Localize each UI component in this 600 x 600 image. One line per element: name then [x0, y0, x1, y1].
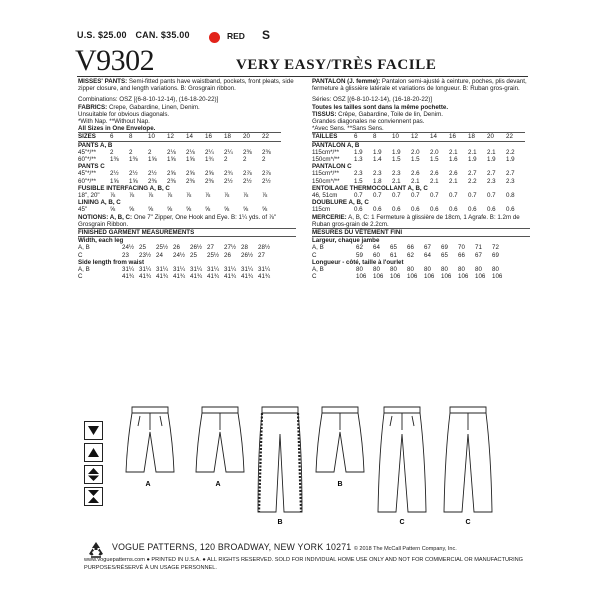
unsuitable-note: Unsuitable for obvious diagonals. [78, 110, 170, 118]
table-row: A, B 31¼ 31¼ 31¼ 31¼ 31¼ 31¼ 31¼ 31¼ 31¼ [78, 266, 271, 274]
view-label: B [277, 519, 283, 524]
publisher-address: VOGUE PATTERNS, 120 BROADWAY, NEW YORK 10271 [112, 542, 352, 552]
table-row: 46, 51cm 0.7 0.7 0.7 0.7 0.7 0.7 0.7 0.7 0.8 [312, 192, 515, 200]
price-line [77, 30, 196, 40]
width-title: Width, each leg [78, 237, 124, 245]
view-a-back-drawing [196, 407, 244, 472]
table-row: 115cm 0.6 0.6 0.6 0.6 0.6 0.6 0.6 0.6 0.6 [312, 206, 515, 214]
table-row: C 41¾ 41¾ 41¾ 41¾ 41¾ 41¾ 41¾ 41¾ 41¾ [78, 273, 271, 281]
price-can: CAN. $35.00 [135, 30, 190, 40]
interfacing-title: FUSIBLE INTERFACING A, B, C [78, 184, 170, 192]
fabrics: FABRICS: Crepe, Gabardine, Linen, Denim. [78, 103, 200, 111]
triangle-down-icon [84, 421, 103, 440]
pants-ab-title: PANTS A, B [78, 141, 113, 149]
pants-ab-yardage [78, 149, 281, 163]
view-a-front-drawing [126, 407, 174, 472]
pants-c-title-fr: PANTALON C [312, 163, 352, 171]
pattern-number: V9302 [75, 44, 155, 77]
english-column [78, 78, 296, 280]
table-row: 45"*/** 2 2 2 2⅛ 2⅛ 2¼ 2¼ 2⅜ 2⅜ [78, 148, 271, 156]
finished-title-fr: MESURES DU VÊTEMENT FINI [312, 228, 530, 237]
nap-note: *With Nap. **Without Nap. [78, 118, 150, 126]
table-row: 150cm*/** 1.3 1.4 1.5 1.5 1.5 1.6 1.9 1.9 1.9 [312, 156, 515, 164]
table-row: 45" ⅝ ⅝ ⅝ ⅝ ⅝ ⅝ ⅝ ⅝ ⅝ [78, 206, 268, 214]
notions-fr: MERCERIE: A, B, C: 1 Fermeture à glissière de 18cm, 1 Agrafe. B: 1.2m de Ruban gros-grain de 2.2cm. [312, 213, 520, 228]
view-label: C [465, 519, 471, 524]
unsuitable-note-fr: Grandes diagonales ne conviennent pas. [312, 118, 425, 126]
view-label: A [145, 481, 151, 488]
copyright: © 2018 The McCall Pattern Company, Inc. [353, 546, 457, 552]
lining-title: LINING A, B, C [78, 199, 121, 207]
width-title-fr: Largeur, chaque jambe [312, 237, 380, 245]
combinations: Combinations: OSZ [(6-8-10-12-14), (16-18-20-22)] [78, 96, 219, 104]
side-title-fr: Longueur - côté, taille à l'ourlet [312, 258, 404, 266]
description-fr: PANTALON (J. femme): Pantalon semi-ajusté à ceinture, poches, plis devant, fermeture à glissière latérale et variations de longueur. B: Ruban gros-grain. [312, 78, 527, 93]
width-table [78, 244, 275, 258]
interfacing-yardage-fr [312, 192, 525, 199]
pants-ab-yardage-fr [312, 149, 525, 163]
table-row: C 23 23½ 24 24½ 25 25½ 26 26½ 27 [78, 251, 265, 259]
technical-drawings [112, 404, 532, 524]
view-label: B [337, 481, 343, 488]
header-divider [77, 76, 528, 77]
lining-yardage [78, 206, 281, 213]
table-row: 60"*/** 1⅝ 1⅝ 2⅜ 2⅜ 2⅜ 2⅜ 2½ 2½ 2½ [78, 177, 271, 185]
notions: NOTIONS: A, B, C: One 7" Zipper, One Hook and Eye. B: 1¼ yds. of ⅞" Grosgrain Ribbon. [78, 213, 277, 228]
table-row: C 59 60 61 62 64 65 66 67 69 [312, 251, 499, 259]
hourglass-icon [84, 487, 103, 506]
table-row: 115cm*/** 2.3 2.3 2.3 2.6 2.6 2.6 2.7 2.7 2.7 [312, 170, 515, 178]
color-label: RED [227, 31, 245, 41]
view-b-front-drawing [258, 407, 302, 512]
view-label: A [215, 481, 221, 488]
combinations-fr: Séries: OSZ [(6-8-10-12-14), (16-18-20-22)] [312, 96, 433, 104]
triangle-up-icon [84, 443, 103, 462]
description: MISSES' PANTS: Semi-fitted pants have waistband, pockets, front pleats, side zipper closure, and length variations. B: Grosgrain ribbon. [78, 78, 294, 93]
width-table-fr [312, 244, 509, 258]
side-title: Side length from waist [78, 258, 145, 266]
table-row: A, B 24½ 25 25½ 26 26½ 27 27½ 28 28½ [78, 244, 271, 252]
side-table-fr [312, 266, 509, 280]
table-row: A, B 80 80 80 80 80 80 80 80 80 [312, 266, 499, 274]
lining-title-fr: DOUBLURE A, B, C [312, 199, 369, 207]
french-column [312, 78, 530, 280]
pants-ab-title-fr: PANTALON A, B [312, 141, 360, 149]
all-sizes-note-fr: Toutes les tailles sont dans la même pochette. [312, 103, 449, 111]
legal-notice: www.voguepatterns.com ● PRINTED IN U.S.A. ● ALL RIGHTS RESERVED. SOLD FOR INDIVIDUAL HOME USE ONLY AND NOT FOR COMMERCIAL OR MANUFACTURING PURPOSES/RÉSERVÉ À UN USAGE PERSONNEL. [84, 557, 524, 571]
finished-title: FINISHED GARMENT MEASUREMENTS [78, 228, 296, 237]
view-c-back-drawing [444, 407, 492, 512]
table-row: A, B 62 64 65 66 67 69 70 71 72 [312, 244, 499, 252]
color-dot [209, 32, 220, 43]
table-row: 18", 20" ⅞ ⅞ ⅞ ⅞ ⅞ ⅞ ⅞ ⅞ ⅞ [78, 192, 268, 200]
lining-yardage-fr [312, 206, 525, 213]
interfacing-title-fr: ENTOILAGE THERMOCOLLANT A, B, C [312, 184, 428, 192]
table-row: 45"*/** 2½ 2½ 2½ 2⅝ 2⅝ 2⅝ 2¾ 2⅞ 2⅞ [78, 170, 271, 178]
side-table [78, 266, 275, 280]
table-row: 60"*/** 1⅜ 1⅜ 1⅝ 1⅝ 1⅝ 1¾ 2 2 2 [78, 156, 266, 164]
table-row: 115cm*/** 1.9 1.9 1.9 2.0 2.0 2.1 2.1 2.1 2.2 [312, 148, 515, 156]
interfacing-yardage [78, 192, 281, 199]
table-row: 150cm*/** 1.5 1.8 2.1 2.1 2.1 2.1 2.2 2.3 2.3 [312, 177, 515, 185]
view-label: C [399, 519, 405, 524]
sizes-header-fr: TAILLES 6 8 10 12 14 16 18 20 22 [312, 132, 525, 141]
pants-c-title: PANTS C [78, 163, 105, 171]
view-b-back-drawing [316, 407, 364, 472]
all-sizes-note: All Sizes in One Envelope. [78, 125, 156, 133]
pants-c-yardage-fr [312, 170, 525, 184]
table-row: C 106 106 106 106 106 106 106 106 106 [312, 273, 503, 281]
sizes-header: SIZES 6 8 10 12 14 16 18 20 22 [78, 132, 281, 141]
pants-c-yardage [78, 170, 281, 184]
nap-note-fr: *Avec Sens. **Sans Sens. [312, 125, 384, 133]
size-code: S [262, 28, 271, 42]
hourglass-up-down-icon [84, 465, 103, 484]
price-us: U.S. $25.00 [77, 30, 127, 40]
fabrics-fr: TISSUS: Crêpe, Gabardine, Toile de lin, Denim. [312, 110, 443, 118]
fabric-layout-icons [84, 421, 107, 509]
view-c-front-drawing [378, 407, 426, 512]
publisher-line [112, 542, 457, 552]
difficulty-label: VERY EASY/TRÈS FACILE [236, 57, 437, 73]
